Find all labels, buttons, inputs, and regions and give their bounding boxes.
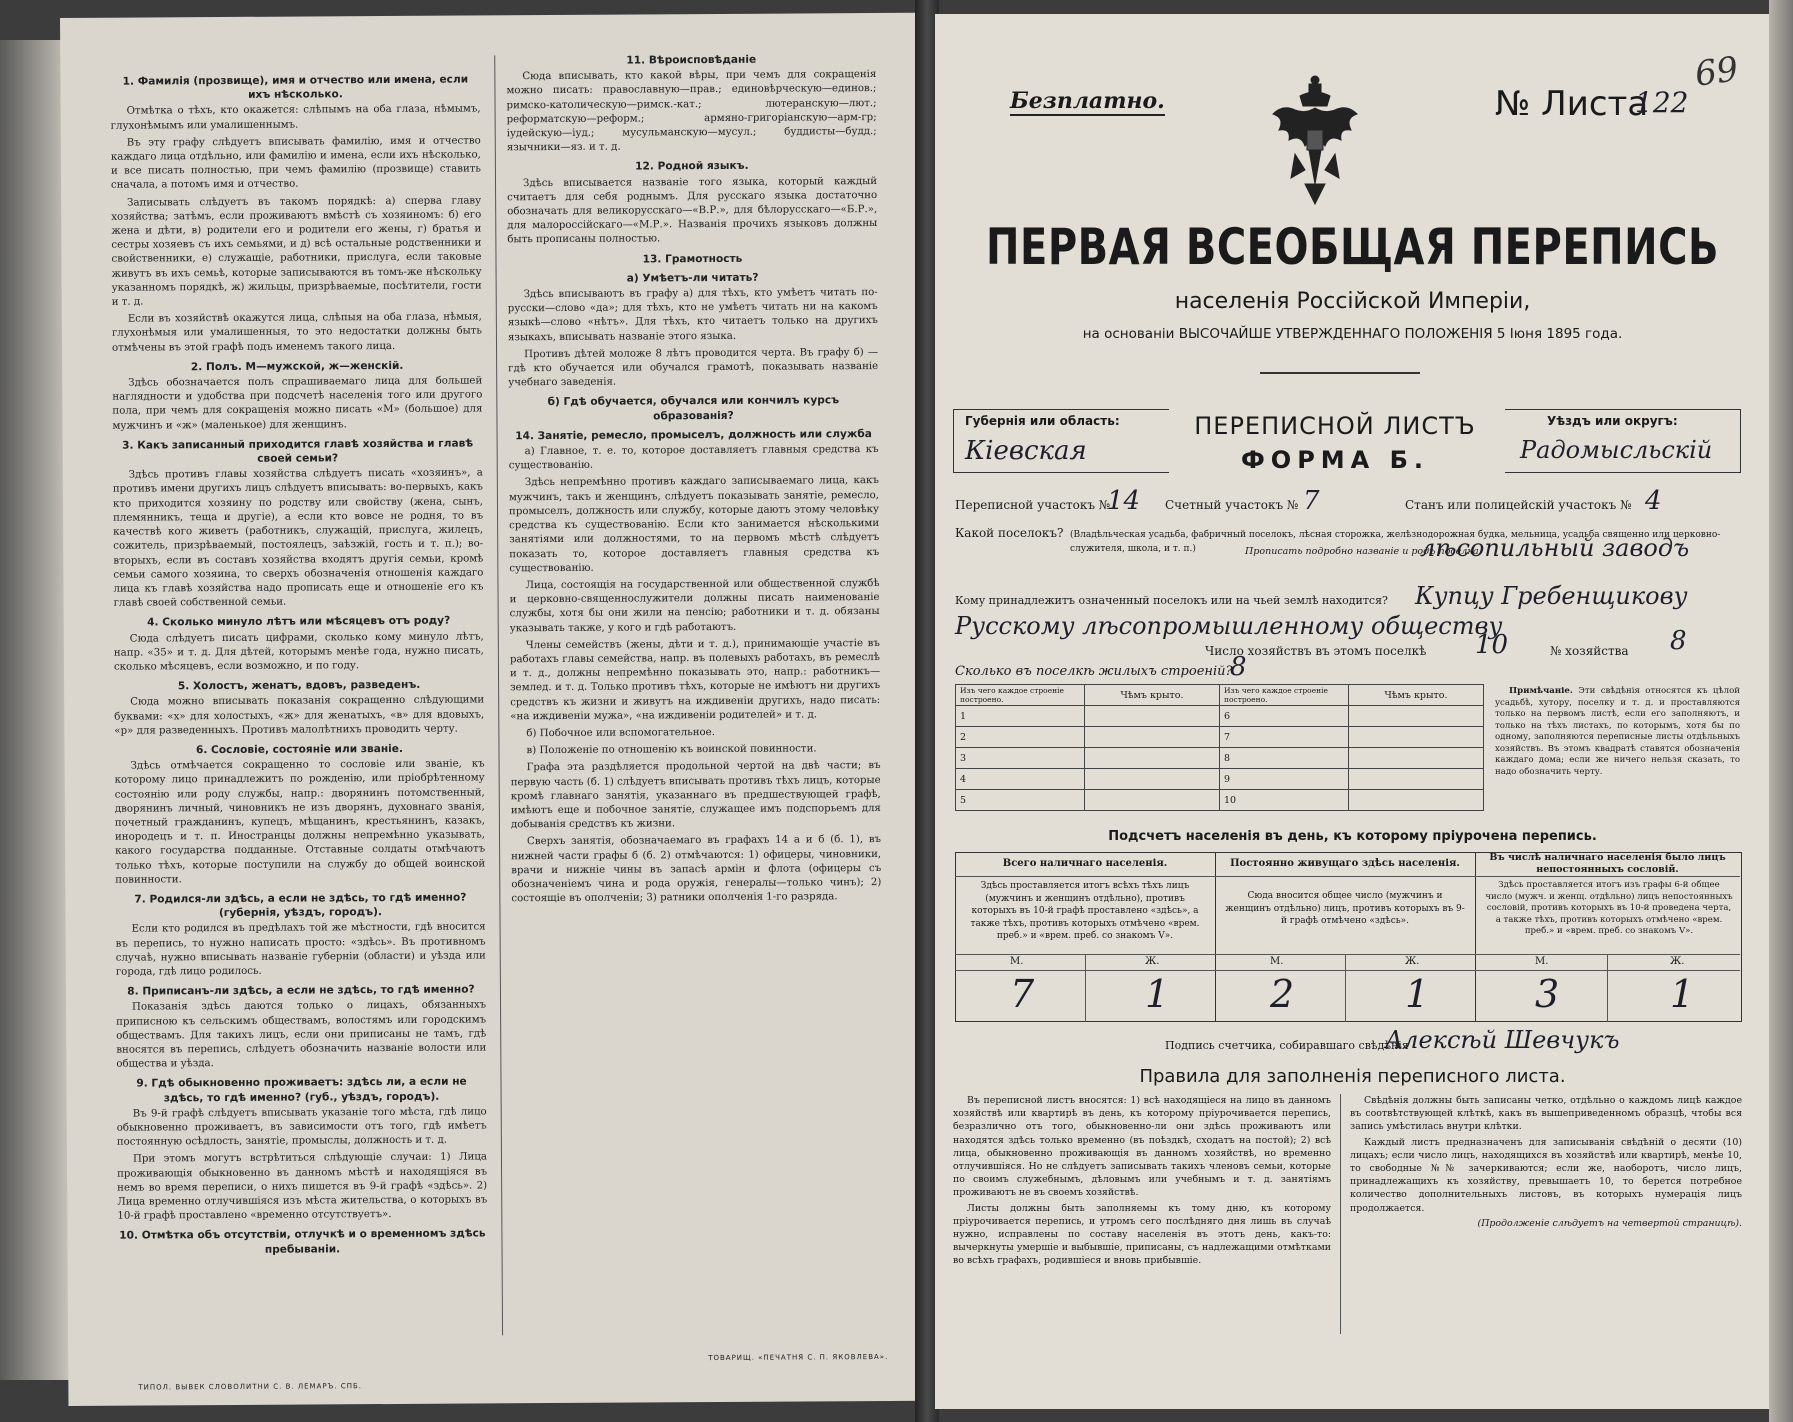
m-label: М. <box>1270 956 1284 967</box>
count-mf-rule-2 <box>955 970 1740 971</box>
section-paragraph: Здѣсь противъ главы хозяйства слѣдуетъ писать «хозяинъ», а противъ имени другихъ лицъ слѣдуетъ вписывать: во-первыхъ, какъ кто приходится хозяину по родству или свойству (жена, сынъ, племянникъ, теща и другіе), а если кто вовсе не родня, то въ качествѣ кого живетъ (работникъ, служащій, прислуга, жилецъ, сожитель, призрѣваемый, постоялецъ, заѣзжій, гость и т. п.); во-вторыхъ, если въ составъ хозяйства входятъ другія семьи, кромѣ семьи самого хозяина, то сверхъ обозначенія отношенія каждаго лица къ главѣ хозяйства надо прописать еще и отношеніе его къ главѣ своей собственной семьи. <box>112 467 484 609</box>
m-label: М. <box>1535 956 1549 967</box>
page-title: ПЕРВАЯ ВСЕОБЩАЯ ПЕРЕПИСЬ <box>986 219 1719 277</box>
rule-paragraph: Каждый листъ предназначенъ для записыванія свѣдѣній о десяти (10) лицахъ; если число лицъ, находящихся въ хозяйствѣ или квартирѣ, менѣе 10, то свободные №№ зачеркиваются; если же, наоборотъ, число лицъ, принадлежащихъ къ хозяйству, превышаетъ 10, то берется потребное количество дополнительныхъ листовъ, въ которыхъ нумерація лицъ продолжается. <box>1350 1136 1742 1214</box>
bld-row: 10 <box>1220 790 1349 811</box>
section-paragraph: в) Положеніе по отношенію къ воинской повинности. <box>526 743 817 757</box>
count-text-permanent: Сюда вносится общее число (мужчинъ и женщинъ отдѣльно) лицъ, противъ которыхъ въ 9-й графѣ отмѣчено «здѣсь». <box>1225 891 1465 926</box>
section-paragraph: Графа эта раздѣляется продольной чертой на двѣ части; въ первую часть (б. 1) слѣдуетъ вписывать противъ тѣхъ лицъ, которые кромѣ главнаго занятія, указаннаго въ предшествующей графѣ, имѣютъ еще и побочное занятіе, служащее имъ подспорьемъ для добыванія средствъ къ жизни. <box>510 760 881 831</box>
bld-row: 3 <box>956 748 1085 769</box>
uezd-value: Радомысльскій <box>1520 436 1713 464</box>
section-heading: 2. Полъ. М—мужской, ж—женскій. <box>190 359 404 374</box>
bld-head-material: Изъ чего каждое строеніе построено. <box>956 685 1085 706</box>
count-head-nonpermanent: Въ числѣ наличнаго населенія было лицъ непостоянныхъ сословій. <box>1489 852 1726 875</box>
section-paragraph: Противъ дѣтей моложе 8 лѣтъ проводится черта. Въ графу б) — гдѣ кто обучается или обучался грамотѣ, показывать названіе учебнаго заведенія. <box>508 346 879 389</box>
f-label: Ж. <box>1670 956 1685 967</box>
section-heading: 6. Сословіе, состояніе или званіе. <box>195 742 404 757</box>
pencil-page-number: 69 <box>1692 49 1741 95</box>
section-paragraph: Показанія здѣсь даются только о лицахъ, обязанныхъ приписною къ сельскимъ обществамъ, волостямъ или городскимъ обществамъ. Для такихъ лицъ, если они приписаны не тамъ, гдѣ вносятся въ перепись, слѣдуетъ обозначить названіе волости или общества и уѣзда. <box>116 999 487 1070</box>
section-paragraph: Записывать слѣдуетъ въ такомъ порядкѣ: а) сперва главу хозяйства; затѣмъ, если проживаютъ вмѣстѣ съ хозяиномъ: б) его жена и дѣти, в) родители его и родители его жены, г) братья и сестры хозяевъ съ ихъ семьями, и д) всѣ остальные родственники и свойственники, е) служащіе, работники, прислуга, если таковые живутъ въ ихъ семьѣ, которые записываются въ томъ-же нѣскольку указанномъ порядкѣ, ж) жильцы, призрѣваемые, посѣтители, гости и т. д. <box>111 195 482 308</box>
stan-label: Станъ или полицейскій участокъ № <box>1405 498 1632 512</box>
buildings-table-left <box>955 684 1220 811</box>
section-heading: 10. Отмѣтка объ отсутствіи, отлучкѣ и о временномъ здѣсь пребываніи. <box>119 1227 486 1256</box>
rules-title: Правила для заполненія переписного листа. <box>1139 1066 1566 1087</box>
bld-row: 1 <box>956 706 1085 727</box>
bld-head-roof: Чѣмъ крыто. <box>1349 685 1484 706</box>
column-divider <box>494 55 503 1335</box>
form-title: ПЕРЕПИСНОЙ ЛИСТЪ <box>1194 412 1476 440</box>
rules-right-column <box>1350 1094 1742 1232</box>
census-district-value: 14 <box>1107 486 1141 516</box>
section-paragraph: Сюда можно вписывать показанія сокращенно слѣдующими буквами: «х» для холостыхъ, «ж» для женатыхъ, «в» для вдовыхъ, «р» для разведенныхъ. Противъ малолѣтнихъ проводить черту. <box>114 694 485 737</box>
right-page <box>935 14 1770 1409</box>
count-district-label: Счетный участокъ № <box>1165 498 1299 512</box>
count-divider-2 <box>1475 852 1476 1022</box>
section-heading: 1. Фамилія (прозвище), имя и отчество или имена, если ихъ нѣсколько. <box>122 73 469 102</box>
bld-row: 9 <box>1220 769 1349 790</box>
count-mf-divider <box>1345 954 1346 1022</box>
stan-value: 4 <box>1645 486 1662 516</box>
buildings-table-right <box>1219 684 1484 811</box>
section-heading: 9. Гдѣ обыкновенно проживаетъ: здѣсь ли, а если не здѣсь, то гдѣ именно? (губ., уѣздъ, городъ). <box>136 1075 467 1104</box>
remark-note <box>1495 686 1740 780</box>
m-label: М. <box>1010 956 1024 967</box>
count-nonpermanent-female: 1 <box>1670 972 1695 1016</box>
section-paragraph: Въ эту графу слѣдуетъ вписывать фамилію, имя и отчество каждаго лица отдѣльно, или фамилію и имена, если ихъ нѣсколько, и все писать полностью, при чемъ фамилію (прозвище) ставить сначала, а потомъ имя и отчество. <box>110 135 481 192</box>
book-edge-left <box>0 40 70 1380</box>
section-paragraph: Сюда вписывать, кто какой вѣры, при чемъ для сокращенія можно писать: православную—прав.; единовѣрческую—единов.; римско-католическую—римск.-кат.; лютеранскую—лют.; реформатскую—реформ.; армяно-григоріанскую—арм-гр; іудейскую—іуд.; мусульманскую—мусул.; буддисты—будд.; язычники—яз. и т. д. <box>506 69 877 154</box>
owner-value-1: Купцу Гребенщикову <box>1415 582 1688 610</box>
rules-left-column <box>953 1094 1331 1270</box>
section-heading: 13. Грамотность <box>642 252 743 266</box>
settlement-hint-2: Прописать подробно названіе и родъ поселка <box>1245 546 1479 557</box>
section-heading: 12. Родной языкъ. <box>635 160 749 173</box>
buildings-label: Сколько въ поселкѣ жилыхъ строеній? <box>955 664 1233 679</box>
count-divider-1 <box>1215 852 1216 1022</box>
rule-paragraph: Листы должны быть заполняемы къ тому дню, къ которому пріурочивается перепись, и утромъ сего послѣдняго дня лишь въ случаѣ нужно, исправлены по составу населенія въ этотъ день, какъ-то: вычеркнуты умершіе и выбывшіе, приписаны, съ надлежащими отмѣтками во всѣхъ графахъ, родившіеся и вновь прибывшіе. <box>953 1202 1331 1267</box>
section-heading: а) Умѣетъ-ли читать? <box>626 271 759 285</box>
census-district-label: Переписной участокъ № <box>955 498 1111 512</box>
households-value: 10 <box>1475 630 1509 660</box>
section-heading: б) Гдѣ обучается, обучался или кончилъ курсъ образованія? <box>547 394 840 423</box>
section-heading: 8. Приписанъ-ли здѣсь, а если не здѣсь, то гдѣ именно? <box>127 983 475 998</box>
page-subtitle-2: на основаніи ВЫСОЧАЙШЕ УТВЕРЖДЕННАГО ПОЛОЖЕНІЯ 5 Іюня 1895 года. <box>1082 326 1623 342</box>
count-text-total: Здѣсь проставляется итогъ всѣхъ тѣхъ лицъ (мужчинъ и женщинъ отдѣльно), противъ которыхъ въ 10-й графѣ проставлено «здѣсь», а также тѣхъ, противъ которыхъ отмѣчено «врем. преб.» и «врем. преб. со знакомъ V». <box>970 881 1200 941</box>
section-paragraph: Сверхъ занятія, обозначаемаго въ графахъ 14 а и б (б. 1), въ нижней части графы б (б. 2) отмѣчаются: 1) офицеры, чиновники, врачи и нижніе чины въ запасѣ армін и флота (офицеры съ обозначеніемъ чина и рода оружія, генералы—только чинъ); 2) состоящіе въ ополченіи; 3) ратники ополченія 1-го разряда. <box>511 834 882 905</box>
left-column-1 <box>110 67 488 1369</box>
bld-row: 5 <box>956 790 1085 811</box>
book-edge-right <box>1769 0 1793 1422</box>
section-paragraph: Здѣсь отмѣчается сокращенно то сословіе или званіе, къ которому лицо принадлежитъ по рожденію, или пріобрѣтенному состоянію или роду службы, напр.: дворянинъ потомственный, дворянинъ личный, чиновникъ не изъ дворянъ, духовнаго званія, почетный гражданинъ, купецъ, мѣщанинъ, крестьянинъ, казакъ, инородецъ и т. п. Иностранцы должны непремѣнно указывать, какого государства подданные. Отставные солдаты отмѣчаютъ только тѣхъ, которые поступили на службу до общей воинской повинности. <box>114 758 486 886</box>
settlement-hint: (Владѣльческая усадьба, фабричный поселокъ, лѣсная сторожка, желѣзнодорожная будка, мельница, усадьба священно или церковно-служителя, школа, и т. п.) <box>1070 530 1721 554</box>
count-head-total: Всего наличнаго населенія. <box>1002 858 1168 869</box>
household-number-label: № хозяйства <box>1550 644 1629 658</box>
settlement-value: лѣсопильный заводъ <box>1420 534 1690 562</box>
section-paragraph: Здѣсь обозначается полъ спрашиваемаго лица для большей наглядности и удобства при подсчетѣ населенія того или другого пола, при чемъ для сокращенія можно писать «М» (большое) для мужчинъ и «ж» (маленькое) для женщинъ. <box>112 375 483 432</box>
bld-row: 7 <box>1220 727 1349 748</box>
gubernia-value: Кіевская <box>965 436 1087 466</box>
section-paragraph: Если въ хозяйствѣ окажутся лица, слѣпыя на оба глаза, нѣмыя, глухонѣмыя или умалишенныя, то это недостатки должны быть отмѣчены въ этой графѣ подъ именемъ такого лица. <box>111 311 482 354</box>
bld-head-material: Изъ чего каждое строеніе построено. <box>1220 685 1349 706</box>
count-total-female: 1 <box>1145 972 1170 1016</box>
f-label: Ж. <box>1145 956 1160 967</box>
imperial-eagle-emblem <box>1265 74 1365 214</box>
households-label: Число хозяйствъ въ этомъ поселкѣ <box>1205 644 1427 658</box>
buildings-value: 8 <box>1230 652 1247 682</box>
count-permanent-male: 2 <box>1270 972 1295 1016</box>
owner-value-2: Русскому лѣсопромышленному обществу <box>955 612 1503 640</box>
section-paragraph: Отмѣтка о тѣхъ, кто окажется: слѣпымъ на оба глаза, нѣмымъ, глухонѣмымъ или умалишеннымъ. <box>110 103 481 132</box>
sheet-number-value: 122 <box>1635 86 1689 119</box>
count-head-rule <box>955 876 1740 877</box>
bld-row: 2 <box>956 727 1085 748</box>
section-paragraph: Сюда слѣдуетъ писать цифрами, сколько кому минуло лѣтъ, напр. «35» и т. д. Для дѣтей, которымъ менѣе года, нужно писать, сколько мѣсяцевъ, если возможно, и по году. <box>113 630 484 673</box>
settlement-label: Какой поселокъ? <box>955 526 1064 540</box>
left-column-2 <box>506 47 884 1349</box>
count-head-permanent: Постоянно живущаго здѣсь населенія. <box>1230 858 1460 869</box>
rules-divider <box>1340 1094 1341 1334</box>
count-mf-divider <box>1607 954 1608 1022</box>
count-nonpermanent-male: 3 <box>1535 972 1560 1016</box>
owner-label: Кому принадлежитъ означенный поселокъ или на чьей землѣ находится? <box>955 594 1388 607</box>
bld-row: 4 <box>956 769 1085 790</box>
signature-label: Подпись счетчика, собиравшаго свѣдѣнія <box>1165 1039 1409 1052</box>
form-subtitle: ФОРМА Б. <box>1240 446 1429 474</box>
section-paragraph: б) Побочное или вспомогательное. <box>526 726 715 740</box>
printer-imprint-left: ТИПОЛ. ВЫВЕК СЛОВОЛИТНИ С. В. ЛЕМАРЪ. СПБ. <box>138 1382 363 1392</box>
title-divider <box>1260 372 1420 374</box>
bld-row: 8 <box>1220 748 1349 769</box>
section-paragraph: а) Главное, т. е. то, которое доставляетъ главныя средства къ существованію. <box>508 444 879 472</box>
section-paragraph: При этомъ могутъ встрѣтиться слѣдующіе случаи: 1) Лица проживающія обыкновенно въ данномъ мѣстѣ и находящіяся въ немъ во время переписи, о нихъ пишется въ 9-й графѣ «здѣсь». 2) Лица временно отлучившіяся изъ мѣста жительства, о которыхъ въ 10-й графѣ проставлено «временно отсутствуетъ». <box>117 1151 488 1222</box>
printer-imprint-right: ТОВАРИЩ. «ПЕЧАТНЯ С. П. ЯКОВЛЕВА». <box>708 1352 889 1363</box>
section-paragraph: Здѣсь вписываютъ въ графу а) для тѣхъ, кто умѣетъ читать по-русски—слово «да»; для тѣхъ, кто не умѣетъ читать ни на какомъ языкѣ—слово «нѣтъ». Для тѣхъ, кто читаетъ только на другихъ языкахъ, вписывать названіе этого языка. <box>507 287 878 343</box>
uezd-label: Уѣздъ или округъ: <box>1547 414 1678 428</box>
section-heading: 14. Занятіе, ремесло, промыселъ, должность или служба <box>515 427 872 443</box>
remark-text: Эти свѣдѣнія относятся къ цѣлой усадьбѣ, хутору, поселку и т. д. и проставляются только на первомъ листѣ, если его заполняютъ, и только на тѣхъ листахъ, по которымъ, хотя бы по одному, заполняются переписные листы отдѣльныхъ хозяйствъ. Въ этомъ квадратѣ ставятся обозначенія каждаго дома; если же ничего нельзя сказать, то надо обозначить черту. <box>1495 686 1741 777</box>
section-paragraph: Если кто родился въ предѣлахъ той же мѣстности, гдѣ вносится въ перепись, то нужно написать просто: «здѣсь». Въ противномъ случаѣ, нужно вписывать названіе губерніи (области) и уѣзда или города, гдѣ лицо родилось. <box>115 921 486 978</box>
remark-title: Примѣчаніе. <box>1509 686 1573 696</box>
section-paragraph: Въ 9-й графѣ слѣдуетъ вписывать указаніе того мѣста, гдѣ лицо обыкновенно проживаетъ, въ зависимости отъ того, гдѣ имѣетъ постоянную осѣдлость, занятіе, промыслы, должность и т. д. <box>116 1106 487 1148</box>
section-heading: 11. Вѣроисповѣданіе <box>626 53 757 67</box>
count-permanent-female: 1 <box>1405 972 1430 1016</box>
section-heading: 5. Холостъ, женатъ, вдовъ, разведенъ. <box>177 678 421 693</box>
rule-continued-note: (Продолженіе слѣдуетъ на четвертой страницѣ). <box>1477 1217 1742 1229</box>
count-district-value: 7 <box>1303 486 1320 516</box>
count-title: Подсчетъ населенія въ день, къ которому пріурочена перепись. <box>1108 829 1597 844</box>
signature-value: Алексѣй Шевчукъ <box>1385 1026 1620 1054</box>
f-label: Ж. <box>1405 956 1420 967</box>
section-paragraph: Здѣсь вписывается названіе того языка, который каждый считаетъ для себя роднымъ. Для русскаго языка достаточно обозначать для великорусскаго—«В.Р.», для бѣлорусскаго—«Б.Р.», для малороссійскаго—«М.Р.». Названія прочихъ языковъ должны быть прописаны полностью. <box>507 175 878 246</box>
gubernia-label: Губернія или область: <box>965 414 1120 428</box>
free-label: Безплатно. <box>1010 88 1165 114</box>
left-page <box>60 13 926 1406</box>
section-heading: 3. Какъ записанный приходится главѣ хозяйства и главѣ своей семьи? <box>122 437 474 465</box>
section-heading: 7. Родился-ли здѣсь, а если не здѣсь, то гдѣ именно? (губернія, уѣздъ, городъ). <box>134 891 467 920</box>
rule-paragraph: Свѣдѣнія должны быть записаны четко, отдѣльно о каждомъ лицѣ каждое въ соотвѣтствующей клѣткѣ, какъ въ вышеприведенномъ образцѣ, чтобы вся запись умѣстилась внутри клѣтки. <box>1350 1095 1742 1133</box>
section-paragraph: Лица, состоящія на государственной или общественной службѣ и церковно-священнослужители должны писать наименованіе службы, хотя бы они жили на пенсію; работники и т. д. обязаны указывать также, у кого и гдѣ работаютъ. <box>509 577 880 634</box>
count-mf-rule <box>955 954 1740 955</box>
section-paragraph: Здѣсь непремѣнно противъ каждаго записываемаго лица, какъ мужчинъ, такъ и женщинъ, слѣдуетъ показывать занятіе, ремесло, промыселъ, должность или службу, которые даютъ этому человѣку средства къ существованію. Если кто занимается нѣсколькими занятіями или должностями, то на первомъ мѣстѣ слѣдуетъ показать то, которое доставляетъ главныя средства къ существованію. <box>508 475 880 574</box>
rule-paragraph: Въ переписной листъ вносятся: 1) всѣ находящіеся на лицо въ данномъ хозяйствѣ или квартирѣ въ день, къ которому пріурочивается перепись, безразлично отъ того, обыкновенно-ли они здѣсь проживаютъ или находятся здѣсь только временно (въ поѣздкѣ, сходатъ на постой); 2) всѣ лица, обыкновенно проживающія въ данномъ хозяйствѣ, но временно отлучившіяся. Но не слѣдуетъ записывать такихъ членовъ семьи, которые по своимъ служебнымъ, дѣловымъ или учебнымъ и т. д. занятіямъ проживаютъ не въ своемъ хозяйствѣ. <box>953 1095 1331 1199</box>
section-heading: 4. Сколько минуло лѣтъ или мѣсяцевъ отъ роду? <box>147 614 451 629</box>
sheet-number-label: № Листа <box>1495 84 1649 124</box>
count-total-male: 7 <box>1010 972 1035 1016</box>
household-number-value: 8 <box>1670 626 1687 656</box>
count-mf-divider <box>1085 954 1086 1022</box>
bld-head-roof: Чѣмъ крыто. <box>1085 685 1220 706</box>
section-paragraph: Члены семействъ (жены, дѣти и т. д.), принимающіе участіе въ работахъ главы семейства, напр. въ полевыхъ работахъ, въ ремеслѣ и т. д., должны непремѣнно показывать это, напр.: работникъ—землед. и т. д. Только противъ тѣхъ, которые не имѣютъ ни другихъ средствъ къ жизни и живутъ на иждивеніи другихъ, надо писать: «на иждивеніи мужа», «на иждивеніи родителей» и т. д. <box>509 637 881 722</box>
count-text-nonpermanent: Здѣсь проставляется итогъ изъ графы 6-й общее число (мужч. и женщ. отдѣльно) лицъ непостоянныхъ сословій, противъ которыхъ въ 10-й проведена черта, а также тѣхъ, противъ которыхъ отмѣчено «врем. преб.» и «врем. преб. со знакомъ V». <box>1485 880 1733 936</box>
bld-row: 6 <box>1220 706 1349 727</box>
page-subtitle: населенія Россійской Имперіи, <box>1174 289 1531 314</box>
